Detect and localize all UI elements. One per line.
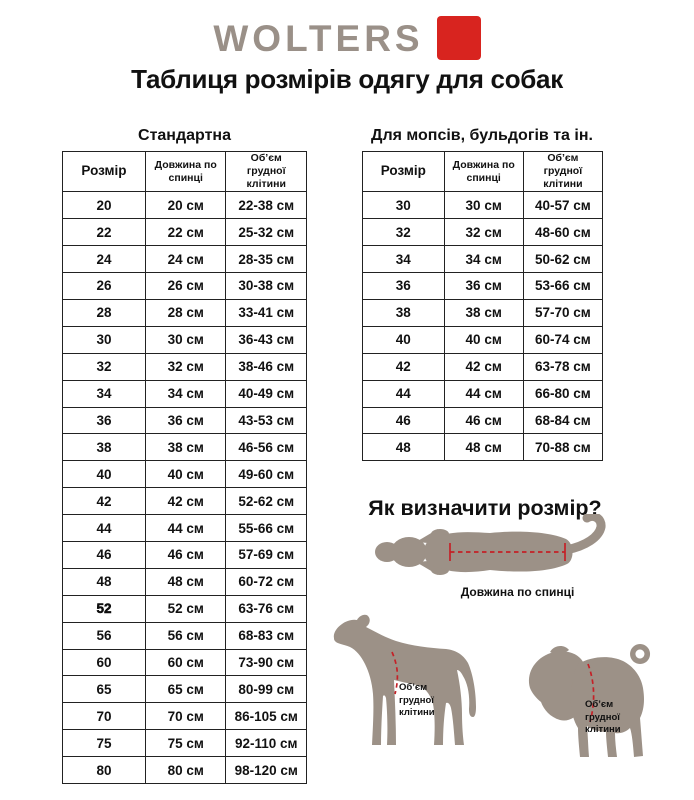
table-cell: 46 см [145, 541, 226, 568]
table-row [63, 273, 307, 300]
dog-top-view-silhouette [372, 514, 612, 590]
table-row [363, 407, 603, 434]
table-cell: 98-120 см [226, 757, 307, 784]
table-cell: 28 см [145, 299, 226, 326]
table-row [63, 219, 307, 246]
table-header-row [63, 152, 307, 192]
table-row [63, 407, 307, 434]
table-cell: 60 см [145, 649, 226, 676]
column-header-back-length: Довжина по спинці [444, 152, 523, 192]
chest-girth-label: Об’єм грудної клітини [585, 699, 621, 736]
table-cell: 46 см [444, 407, 523, 434]
table-row [363, 246, 603, 273]
table-cell: 24 [63, 246, 146, 273]
table-cell: 48-60 см [523, 219, 602, 246]
table-cell: 55-66 см [226, 515, 307, 542]
table-cell: 63-78 см [523, 353, 602, 380]
table-cell: 49-60 см [226, 461, 307, 488]
table-row [63, 434, 307, 461]
table-row [63, 461, 307, 488]
table-cell: 68-83 см [226, 622, 307, 649]
table-cell: 40-49 см [226, 380, 307, 407]
table-cell: 34 см [444, 246, 523, 273]
table-cell: 42 см [444, 353, 523, 380]
table-cell: 32 [63, 353, 146, 380]
table-cell: 65 [63, 676, 146, 703]
table-cell: 80 [63, 757, 146, 784]
table-cell: 32 см [145, 353, 226, 380]
table-cell: 53-66 см [523, 273, 602, 300]
table-cell: 30 [363, 192, 445, 219]
table-cell: 50-62 см [523, 246, 602, 273]
table-cell: 42 [363, 353, 445, 380]
table-cell: 34 [63, 380, 146, 407]
table-cell: 28 [63, 299, 146, 326]
brand-logo [0, 16, 694, 60]
column-header-back-length: Довжина по спинці [145, 152, 226, 192]
table-cell: 40 см [444, 326, 523, 353]
table-cell: 38 [63, 434, 146, 461]
table-cell: 56 [63, 622, 146, 649]
table-cell: 48 [363, 434, 445, 461]
table-cell: 75 см [145, 730, 226, 757]
table-cell: 44 [63, 515, 146, 542]
table-cell: 34 см [145, 380, 226, 407]
table-cell: 80-99 см [226, 676, 307, 703]
table-row [63, 703, 307, 730]
table-cell: 36-43 см [226, 326, 307, 353]
table-row [363, 380, 603, 407]
column-header-chest-girth: Об’єм грудної клітини [523, 152, 602, 192]
table-cell: 26 см [145, 273, 226, 300]
table-row [63, 353, 307, 380]
table-cell: 30 см [444, 192, 523, 219]
table-cell: 70 [63, 703, 146, 730]
table-cell: 20 [63, 192, 146, 219]
table-cell: 24 см [145, 246, 226, 273]
table-row [63, 730, 307, 757]
column-header-size: Розмір [63, 152, 146, 192]
table-cell: 30 см [145, 326, 226, 353]
table-cell: 36 см [444, 273, 523, 300]
table-cell: 36 [63, 407, 146, 434]
table-row [363, 353, 603, 380]
table-cell: 44 см [444, 380, 523, 407]
how-to-heading: Як визначити розмір? [368, 496, 602, 520]
table-cell: 52 см [145, 595, 226, 622]
table-row [363, 192, 603, 219]
table-header-row [363, 152, 603, 192]
table-row [63, 488, 307, 515]
table-cell: 34 [363, 246, 445, 273]
table-cell: 40-57 см [523, 192, 602, 219]
table-cell: 30-38 см [226, 273, 307, 300]
table-row [63, 515, 307, 542]
table-cell: 60 [63, 649, 146, 676]
table-row [363, 299, 603, 326]
table-cell: 80 см [145, 757, 226, 784]
table-row [363, 434, 603, 461]
table-cell: 92-110 см [226, 730, 307, 757]
table-cell: 22 [63, 219, 146, 246]
table-cell: 46-56 см [226, 434, 307, 461]
table-cell: 42 [63, 488, 146, 515]
table-row [363, 219, 603, 246]
table-row [63, 192, 307, 219]
table-cell: 38 см [145, 434, 226, 461]
table-cell: 32 см [444, 219, 523, 246]
chest-girth-label: Об’єм грудної клітини [399, 682, 435, 719]
column-header-size: Розмір [363, 152, 445, 192]
back-length-label: Довжина по спинці [460, 585, 575, 599]
table-cell: 22 см [145, 219, 226, 246]
page-title: Таблиця розмірів одягу для собак [131, 64, 563, 94]
table-row [63, 299, 307, 326]
table-cell: 40 см [145, 461, 226, 488]
table-row [63, 676, 307, 703]
table-cell: 52 [63, 595, 146, 622]
table-row [63, 568, 307, 595]
table-cell: 43-53 см [226, 407, 307, 434]
table-cell: 70 см [145, 703, 226, 730]
pugs-size-table [362, 151, 603, 461]
table-cell: 57-70 см [523, 299, 602, 326]
table-cell: 30 [63, 326, 146, 353]
table-cell: 25-32 см [226, 219, 307, 246]
table-cell: 68-84 см [523, 407, 602, 434]
table-cell: 46 [363, 407, 445, 434]
standard-table-caption: Стандартна [138, 127, 231, 144]
table-cell: 40 [63, 461, 146, 488]
table-cell: 44 [363, 380, 445, 407]
table-cell: 36 [363, 273, 445, 300]
table-cell: 73-90 см [226, 649, 307, 676]
wolters-wordmark: WOLTERS [213, 17, 424, 59]
table-cell: 36 см [145, 407, 226, 434]
table-cell: 63-76 см [226, 595, 307, 622]
table-cell: 28-35 см [226, 246, 307, 273]
curled-tail [630, 644, 650, 664]
table-cell: 66-80 см [523, 380, 602, 407]
table-cell: 32 [363, 219, 445, 246]
table-row [63, 595, 307, 622]
table-cell: 48 см [444, 434, 523, 461]
table-cell: 60-72 см [226, 568, 307, 595]
table-cell: 40 [363, 326, 445, 353]
table-cell: 46 [63, 541, 146, 568]
table-cell: 38 см [444, 299, 523, 326]
table-cell: 65 см [145, 676, 226, 703]
table-row [363, 326, 603, 353]
table-cell: 38 [363, 299, 445, 326]
pugs-table-caption: Для мопсів, бульдогів та ін. [371, 127, 593, 144]
table-cell: 52-62 см [226, 488, 307, 515]
column-header-chest-girth: Об’єм грудної клітини [226, 152, 307, 192]
table-row [63, 541, 307, 568]
standard-size-table [62, 151, 307, 784]
table-cell: 20 см [145, 192, 226, 219]
table-cell: 42 см [145, 488, 226, 515]
table-cell: 22-38 см [226, 192, 307, 219]
table-row [363, 273, 603, 300]
table-cell: 48 [63, 568, 146, 595]
table-row [63, 622, 307, 649]
table-cell: 75 [63, 730, 146, 757]
table-row [63, 380, 307, 407]
table-row [63, 246, 307, 273]
table-cell: 48 см [145, 568, 226, 595]
table-cell: 44 см [145, 515, 226, 542]
table-row [63, 326, 307, 353]
table-cell: 86-105 см [226, 703, 307, 730]
table-cell: 26 [63, 273, 146, 300]
brand-red-square-icon [437, 16, 481, 60]
table-cell: 33-41 см [226, 299, 307, 326]
table-row [63, 649, 307, 676]
table-cell: 38-46 см [226, 353, 307, 380]
table-cell: 70-88 см [523, 434, 602, 461]
table-cell: 56 см [145, 622, 226, 649]
table-cell: 57-69 см [226, 541, 307, 568]
table-row [63, 757, 307, 784]
curled-tail [566, 516, 601, 550]
table-cell: 60-74 см [523, 326, 602, 353]
